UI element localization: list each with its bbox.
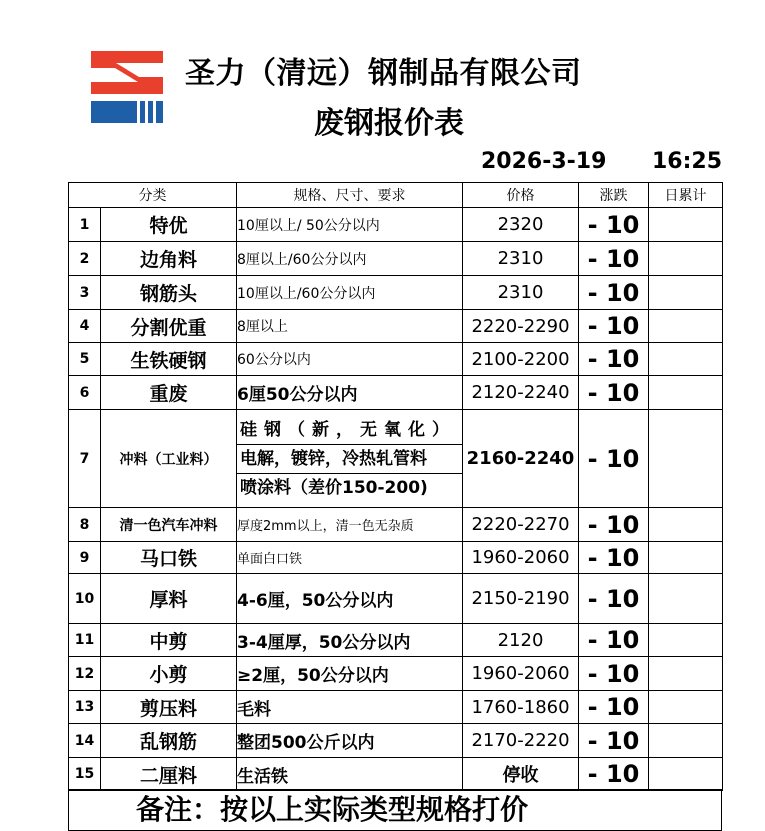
row-category: 清一色汽车冲料	[101, 508, 237, 542]
row-category: 特优	[101, 208, 237, 242]
table-row	[69, 657, 723, 691]
row-change: - 10	[579, 508, 649, 542]
table-header-row	[69, 183, 723, 208]
row-change: - 10	[579, 343, 649, 376]
row-cumulative	[649, 574, 723, 624]
row-cumulative	[649, 310, 723, 343]
row-category: 钢筋头	[101, 276, 237, 310]
row-change: - 10	[579, 242, 649, 276]
table-row	[69, 208, 723, 242]
row-cumulative	[649, 343, 723, 376]
row-category: 中剪	[101, 624, 237, 657]
quote-time: 16:25	[652, 149, 723, 174]
row-price: 1960-2060	[463, 542, 579, 574]
row-spec: 10厘以上/ 50公分以内	[237, 208, 463, 242]
row-cumulative	[649, 758, 723, 791]
row-spec: 6厘50公分以内	[237, 376, 463, 410]
table-row	[69, 508, 723, 542]
row-cumulative	[649, 508, 723, 542]
table-row	[69, 724, 723, 758]
row-spec: 毛料	[237, 691, 463, 724]
row-spec: 单面白口铁	[237, 542, 463, 574]
row-spec	[237, 410, 463, 508]
row-number: 10	[69, 574, 101, 624]
row-category: 边角料	[101, 242, 237, 276]
row-change: - 10	[579, 208, 649, 242]
row-spec: 4-6厘，50公分以内	[237, 574, 463, 624]
row-price: 2120-2240	[463, 376, 579, 410]
footer-note: 备注：按以上实际类型规格打价	[136, 793, 529, 826]
row-cumulative	[649, 276, 723, 310]
company-logo	[91, 51, 163, 123]
row-spec: 整团500公斤以内	[237, 724, 463, 758]
row-category: 厚料	[101, 574, 237, 624]
row-price: 1960-2060	[463, 657, 579, 691]
table-row	[69, 574, 723, 624]
table-row	[69, 542, 723, 574]
row-category: 马口铁	[101, 542, 237, 574]
row-price: 1760-1860	[463, 691, 579, 724]
row-change: - 10	[579, 691, 649, 724]
row-cumulative	[649, 724, 723, 758]
row-category: 剪压料	[101, 691, 237, 724]
row-change: - 10	[579, 376, 649, 410]
row-category: 小剪	[101, 657, 237, 691]
row-change: - 10	[579, 624, 649, 657]
spec-line: 硅钢（新，无氧化）	[240, 419, 456, 440]
row-spec: 生活铁	[237, 758, 463, 791]
row-number: 3	[69, 276, 101, 310]
row-number: 1	[69, 208, 101, 242]
row-change: - 10	[579, 758, 649, 791]
row-number: 2	[69, 242, 101, 276]
header-cumulative: 日累计	[649, 183, 723, 208]
quote-date: 2026-3-19	[481, 149, 607, 174]
row-cumulative	[649, 657, 723, 691]
row-number: 8	[69, 508, 101, 542]
row-spec: 60公分以内	[237, 343, 463, 376]
row-cumulative	[649, 208, 723, 242]
row-spec: 厚度2mm以上，清一色无杂质	[237, 508, 463, 542]
row-change: - 10	[579, 276, 649, 310]
row-spec: 8厘以上	[237, 310, 463, 343]
row-number: 14	[69, 724, 101, 758]
row-number: 4	[69, 310, 101, 343]
page-title: 废钢报价表	[314, 106, 464, 141]
row-cumulative	[649, 376, 723, 410]
row-spec: ≥2厘，50公分以内	[237, 657, 463, 691]
company-name: 圣力（清远）钢制品有限公司	[185, 56, 582, 91]
row-number: 13	[69, 691, 101, 724]
row-change: - 10	[579, 724, 649, 758]
row-spec: 10厘以上/60公分以内	[237, 276, 463, 310]
price-table	[68, 182, 723, 791]
row-price: 停收	[463, 758, 579, 791]
row-change: - 10	[579, 410, 649, 508]
table-row	[69, 310, 723, 343]
table-row	[69, 691, 723, 724]
table-row	[69, 376, 723, 410]
table-row	[69, 276, 723, 310]
row-change: - 10	[579, 657, 649, 691]
row-price: 2220-2270	[463, 508, 579, 542]
row-category: 二厘料	[101, 758, 237, 791]
row-price: 2320	[463, 208, 579, 242]
row-number: 5	[69, 343, 101, 376]
table-row	[69, 410, 723, 508]
spec-line: 电解，镀锌，冷热轧管料	[237, 444, 462, 474]
row-number: 9	[69, 542, 101, 574]
row-price: 2150-2190	[463, 574, 579, 624]
row-category: 冲料（工业料）	[101, 410, 237, 508]
row-cumulative	[649, 542, 723, 574]
row-cumulative	[649, 691, 723, 724]
row-spec: 3-4厘厚，50公分以内	[237, 624, 463, 657]
row-change: - 10	[579, 542, 649, 574]
table-row	[69, 624, 723, 657]
row-change: - 10	[579, 574, 649, 624]
row-price: 2170-2220	[463, 724, 579, 758]
header-price: 价格	[463, 183, 579, 208]
row-number: 7	[69, 410, 101, 508]
row-change: - 10	[579, 310, 649, 343]
header-spec: 规格、尺寸、要求	[237, 183, 463, 208]
row-price: 2310	[463, 242, 579, 276]
row-cumulative	[649, 624, 723, 657]
table-row	[69, 758, 723, 791]
row-category: 重废	[101, 376, 237, 410]
spec-line: 喷涂料（差价150-200)	[240, 477, 428, 498]
row-price: 2100-2200	[463, 343, 579, 376]
row-spec: 8厘以上/60公分以内	[237, 242, 463, 276]
row-number: 15	[69, 758, 101, 791]
header-category: 分类	[69, 183, 237, 208]
row-price: 2160-2240	[463, 410, 579, 508]
row-cumulative	[649, 242, 723, 276]
row-category: 乱钢筋	[101, 724, 237, 758]
header-change: 涨跌	[579, 183, 649, 208]
row-category: 分割优重	[101, 310, 237, 343]
row-number: 12	[69, 657, 101, 691]
row-price: 2310	[463, 276, 579, 310]
table-row	[69, 242, 723, 276]
row-category: 生铁硬钢	[101, 343, 237, 376]
row-cumulative	[649, 410, 723, 508]
row-price: 2120	[463, 624, 579, 657]
row-number: 6	[69, 376, 101, 410]
row-price: 2220-2290	[463, 310, 579, 343]
table-row	[69, 343, 723, 376]
row-number: 11	[69, 624, 101, 657]
